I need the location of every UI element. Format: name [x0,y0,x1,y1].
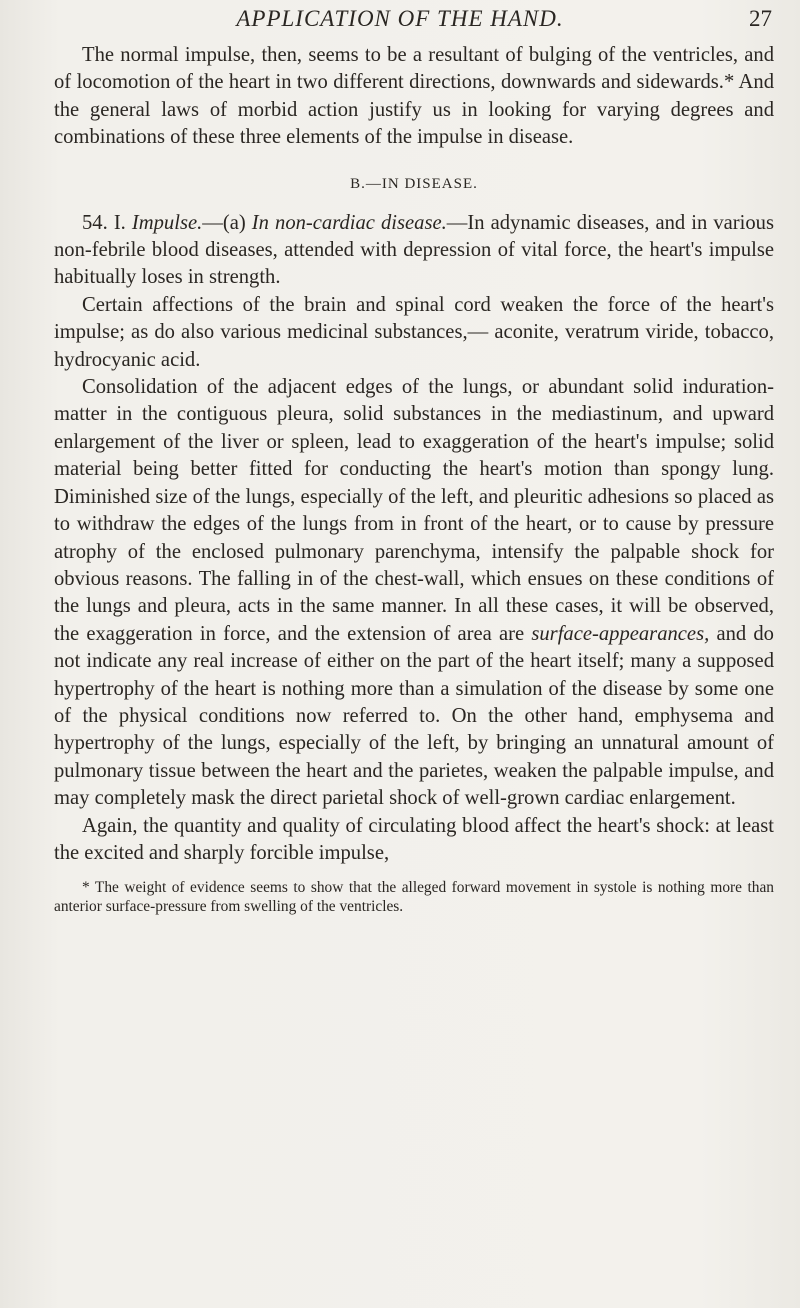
paragraph-consolidation [54,374,774,813]
paragraph-impulse-non-cardiac [54,210,774,292]
section-heading: B.—IN DISEASE. [350,175,478,192]
paragraph-impulse-text: —In adynamic diseases, and in various non-febrile blood diseases, attended with depression of vital force, the heart's impulse habitually loses in strength. [54,211,774,289]
surface-appearances-term: surface-appearances, [531,622,710,645]
paragraph-normal-impulse: The normal impulse, then, seems to be a resultant of bulging of the ventricles, and of locomotion of the heart in two different directions, downwards and sidewards.* And the general laws of morbid action justify us in looking for varying degrees and combinations of these three elements of the impulse in disease. [54,44,774,149]
consolidation-text-part1: Consolidation of the adjacent edges of the lungs, or abundant solid induration-matter in the contiguous pleura, solid substances in the mediastinum, and upward enlargement of the liver or spleen, lead to exaggeration of the heart's impulse; solid material being better fitted for conducting the heart's motion than spongy lung. Diminished size of the lungs, especially of the left, and pleuritic adhesions so placed as to withdraw the edges of the lungs from in front of the heart, or to cause by pressure atrophy of the enclosed pulmonary parenchyma, intensify the palpable shock for obvious reasons. The falling in of the chest-wall, which ensues on these conditions of the lungs and pleura, acts in the same manner. In all these cases, it will be observed, the exaggeration in force, and the extension of area are [54,376,774,645]
label-dash: —(a) [202,211,246,234]
paragraph-number: 54. I. [82,211,126,234]
label-impulse: Impulse. [131,211,203,234]
paragraph-blood-quantity: Again, the quantity and quality of circulating blood affect the heart's shock: at least the excited and sharply forcible impulse, [54,814,774,864]
running-head [0,6,800,36]
footnote: * The weight of evidence seems to show that the alleged forward movement in systole is nothing more than anterior surface-pressure from swelling of the ventricles. [54,879,774,915]
page-number: 27 [749,6,772,31]
label-non-cardiac: In non-cardiac disease. [251,211,447,234]
running-title: APPLICATION OF THE HAND. [236,6,564,31]
paragraph-brain-spinal: Certain affections of the brain and spinal cord weaken the force of the heart's impulse; as do also various medicinal substances,— aconite, veratrum viride, tobacco, hydrocyanic acid. [54,293,774,371]
body-text [54,42,774,932]
consolidation-text-part2: and do not indicate any real increase of either on the part of the heart itself; many a supposed hypertrophy of the heart is nothing more than a simulation of the disease by some one of the physical conditions now referred to. On the other hand, emphysema and hypertrophy of the lungs, especially of the left, by bringing an unnatural amount of pulmonary tissue between the heart and the parietes, weaken the palpable impulse, and may completely mask the direct parietal shock of well-grown cardiac enlargement. [54,622,774,810]
